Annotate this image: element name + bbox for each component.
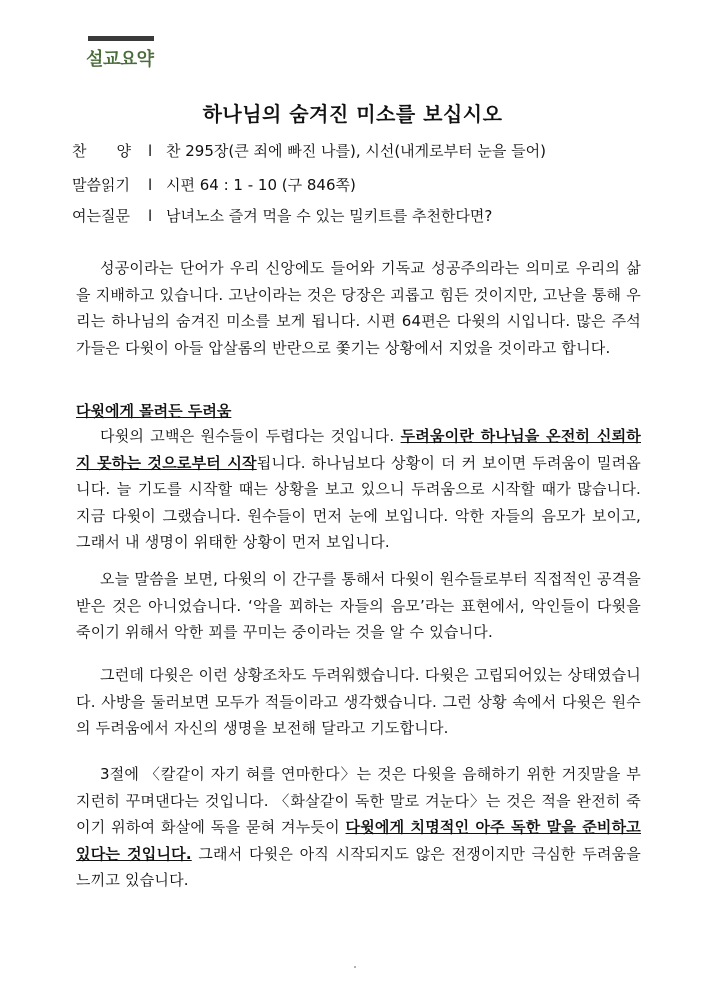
intro-text: 성공이라는 단어가 우리 신앙에도 들어와 기독교 성공주의라는 의미로 우리의 삶을 지배하고 있습니다. 고난이라는 것은 당장은 괴롭고 힘든 것이지만, 고난을 통해 우리는 하나님의 숨겨진 미소를 보게 됩니다. 시편 64편은 다윗의 시입니다. 많은 주석가들은 다윗이 아들 압살롬의 반란으로 쫓기는 상황에서 지었을 것이라고 합니다. [76, 259, 641, 357]
meta-label: 여는질문 [72, 207, 130, 225]
section-heading: 다윗에게 몰려든 두려움 [76, 402, 232, 420]
paragraph-text: 그런데 다윗은 이런 상황조차도 두려워했습니다. 다윗은 고립되어있는 상태였습니다. 사방을 둘러보면 모두가 적들이라고 생각했습니다. 그런 상황 속에서 다윗은 원수의 두려움에서 자신의 생명을 보전해 달라고 기도합니다. [76, 666, 641, 737]
meta-label: 말씀읽기 [72, 176, 130, 194]
logo-bar [88, 36, 154, 41]
emphasis-text: 다윗에게 치명적인 아주 독한 말을 준비하고 있다는 것입니다. [76, 818, 641, 863]
meta-separator: l [148, 207, 153, 225]
emphasis-text: 두려움이란 하나님을 온전히 신뢰하지 못하는 것으로부터 시작 [76, 427, 641, 472]
paragraph-4 [76, 662, 641, 742]
sermon-title: 하나님의 숨겨진 미소를 보십시오 [202, 102, 503, 126]
page-dot [354, 966, 356, 968]
intro-paragraph [76, 255, 641, 361]
meta-value: 시편 64 : 1 - 10 (구 846쪽) [166, 176, 356, 194]
logo [86, 36, 164, 71]
paragraph-text: 다윗의 고백은 원수들이 두렵다는 것입니다. [100, 427, 401, 445]
meta-row-reading [72, 175, 356, 195]
paragraph-2 [76, 423, 641, 556]
paragraph-3 [76, 566, 641, 646]
meta-label: 찬 양 [72, 142, 131, 160]
meta-separator: l [148, 176, 153, 194]
paragraph-text: 그래서 다윗은 아직 시작되지도 않은 전쟁이지만 극심한 두려움을 느끼고 있습니다. [76, 844, 641, 889]
paragraph-5 [76, 761, 641, 894]
meta-separator: l [148, 142, 153, 160]
paragraph-text: 3절에 〈칼같이 자기 혀를 연마한다〉는 것은 다윗을 음해하기 위한 거짓말을 부지런히 꾸며댄다는 것입니다. 〈화살같이 독한 말로 겨눈다〉는 것은 적을 완전히 죽이기 위하여 화살에 독을 묻혀 겨누듯이 [76, 765, 641, 836]
logo-text: 설교요약 [86, 49, 154, 70]
paragraph-text: 오늘 말씀을 보면, 다윗의 이 간구를 통해서 다윗이 원수들로부터 직접적인 공격을 받은 것은 아니었습니다. ‘악을 꾀하는 자들의 음모’라는 표현에서, 악인들이 다윗을 죽이기 위해서 악한 꾀를 꾸미는 중이라는 것을 알 수 있습니다. [76, 570, 641, 641]
meta-value: 남녀노소 즐겨 먹을 수 있는 밀키트를 추천한다면? [166, 207, 493, 225]
meta-row-hymn [72, 141, 546, 161]
meta-row-question [72, 206, 492, 226]
paragraph-text: 됩니다. 하나님보다 상황이 더 커 보이면 두려움이 밀려옵니다. 늘 기도를 시작할 때는 상황을 보고 있으니 두려움으로 시작할 때가 많습니다. 지금 다윗이 그랬습니다. 원수들이 먼저 눈에 보입니다. 악한 자들의 음모가 보이고, 그래서 내 생명이 위태한 상황이 먼저 보입니다. [76, 453, 641, 551]
meta-value: 찬 295장(큰 죄에 빠진 나를), 시선(내게로부터 눈을 들어) [166, 142, 546, 160]
